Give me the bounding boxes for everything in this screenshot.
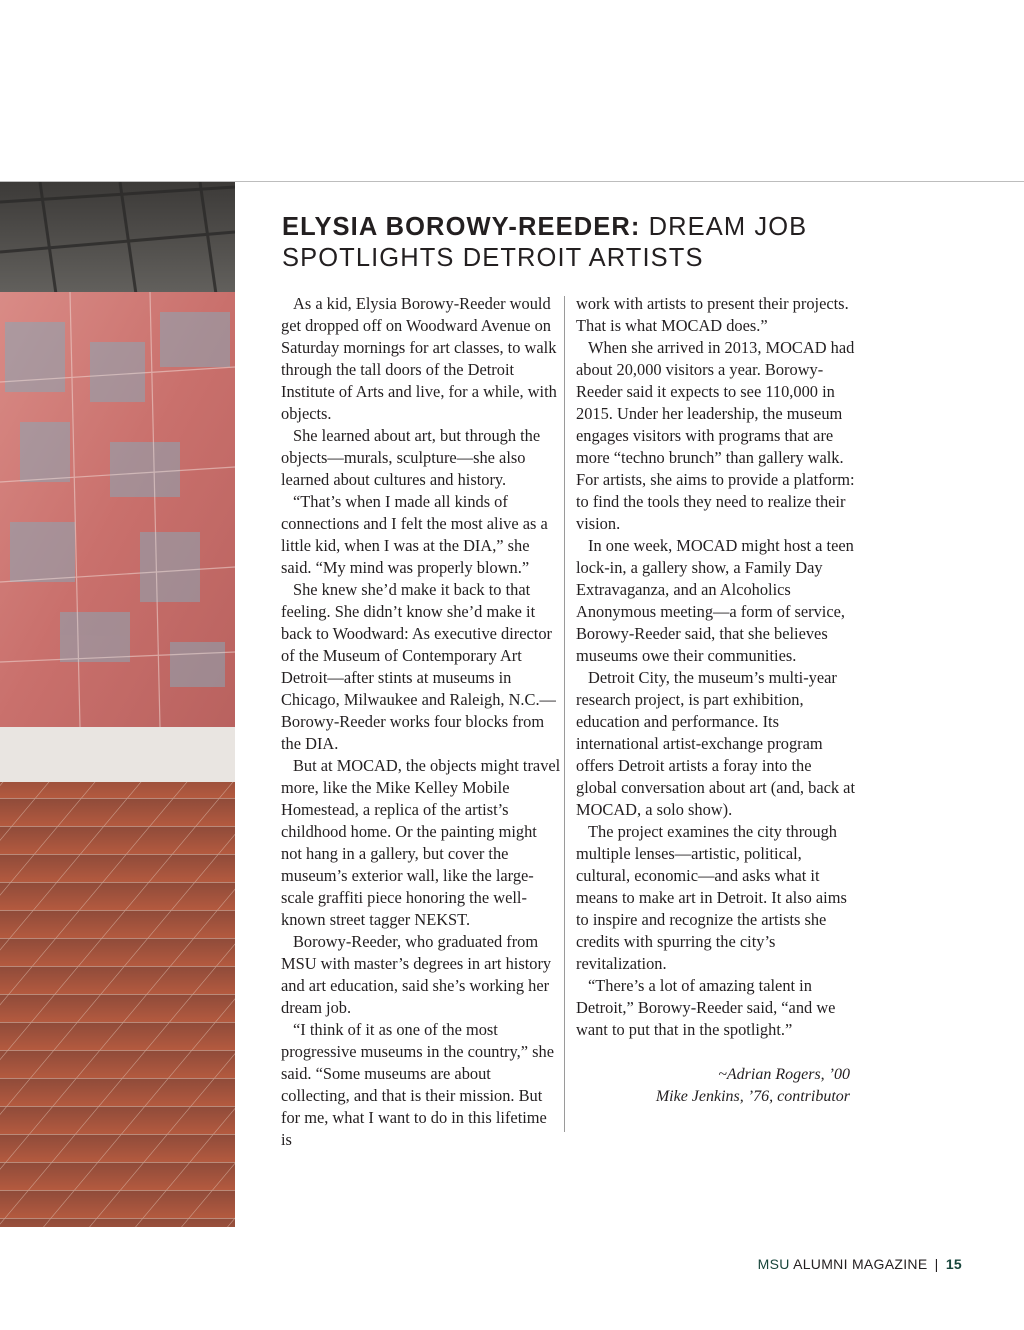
article-column-right — [576, 293, 856, 1041]
paragraph: She learned about art, but through the objects—murals, sculpture—she also learned about cultures and history. — [281, 426, 541, 489]
paragraph: “There’s a lot of amazing talent in Detroit,” Borowy-Reeder said, “and we want to put that in the spotlight.” — [576, 976, 836, 1039]
paragraph: In one week, MOCAD might host a teen lock-in, a gallery show, a Family Day Extravaganza, and an Alcoholics Anonymous meeting—a form of service, Borowy-Reeder said, that she believes museums owe their communities. — [576, 536, 854, 665]
paragraph: Borowy-Reeder, who graduated from MSU with master’s degrees in art history and art education, said she’s working her dream job. — [281, 932, 552, 1017]
column-divider — [564, 296, 565, 1132]
contributor-credit: Mike Jenkins, ’76, contributor — [655, 1088, 850, 1105]
paragraph: She knew she’d make it back to that feeling. She didn’t know she’d make it back to Woodward: As executive director of the Museum of Contemporary Art Detroit—after stints at museums in Chicago, Milwaukee and Raleigh, N.C.—Borowy-Reeder works four blocks from the DIA. — [281, 580, 556, 753]
page-number: 15 — [945, 1256, 962, 1272]
footer-magazine-name: ALUMNI MAGAZINE — [793, 1256, 928, 1272]
paragraph: Detroit City, the museum’s multi-year research project, is part exhibition, education and performance. Its international artist-exchange program offers Detroit artists a foray into the global conversation about art (and, back at MOCAD, a solo show). — [576, 668, 855, 819]
article-column-left — [281, 293, 561, 1151]
paragraph: “That’s when I made all kinds of connections and I felt the most alive as a little kid, when I was at the DIA,” she said. “My mind was properly blown.” — [281, 492, 548, 577]
footer-msu: MSU — [757, 1256, 790, 1272]
headline-title: DREAM JOB SPOTLIGHTS DETROIT ARTISTS — [282, 213, 808, 272]
article-credits — [576, 1064, 850, 1108]
paragraph: As a kid, Elysia Borowy-Reeder would get dropped off on Woodward Avenue on Saturday mornings for art classes, to walk through the tall doors of the Detroit Institute of Arts and live, for a while, with objects. — [281, 294, 557, 423]
mural-gallery-photo — [0, 182, 235, 1227]
footer-separator: | — [934, 1256, 939, 1272]
page-footer — [758, 1256, 962, 1272]
article-headline — [282, 212, 882, 274]
author-credit: ~Adrian Rogers, ’00 — [718, 1066, 850, 1083]
headline-subject-name: ELYSIA BOROWY-REEDER: — [282, 213, 641, 241]
paragraph: But at MOCAD, the objects might travel more, like the Mike Kelley Mobile Homestead, a replica of the artist’s childhood home. Or the painting might not hang in a gallery, but cover the museum’s exterior wall, like the large-scale graffiti piece honoring the well-known street tagger NEKST. — [281, 756, 561, 929]
paragraph: The project examines the city through multiple lenses—artistic, political, cultural, economic—and asks what it means to make art in Detroit. It also aims to inspire and recognize the artists she credits with spurring the city’s revitalization. — [576, 822, 847, 973]
paragraph: “I think of it as one of the most progressive museums in the country,” she said. “Some museums are about collecting, and that is their mission. But for me, what I want to do in this lifetime is — [281, 1020, 554, 1149]
paragraph: work with artists to present their projects. That is what MOCAD does.” — [576, 294, 849, 335]
paragraph: When she arrived in 2013, MOCAD had about 20,000 visitors a year. Borowy-Reeder said it expects to see 110,000 in 2015. Under her leadership, the museum engages visitors with programs that are more “techno brunch” than gallery walk. For artists, she aims to provide a platform: to find the tools they need to realize their vision. — [576, 338, 855, 533]
